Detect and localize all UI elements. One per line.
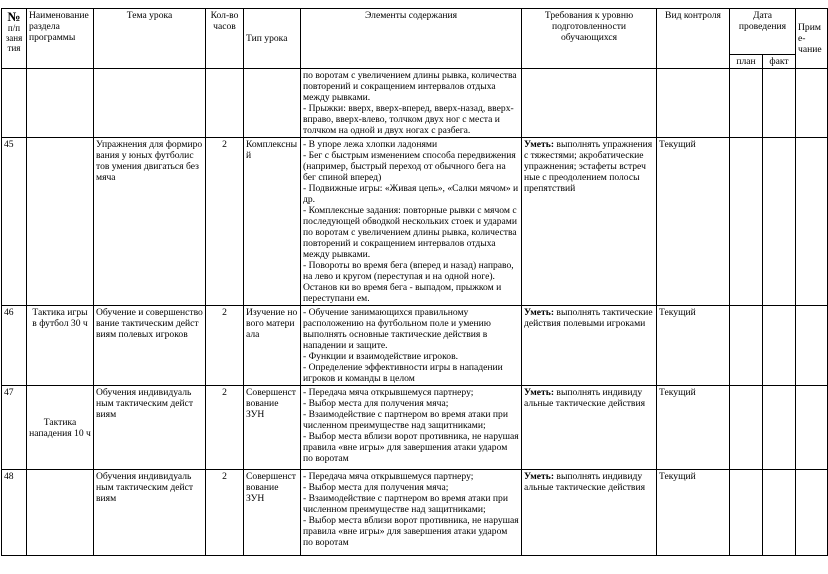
header-requirements: Требования к уровню подготовленности обучающихся <box>522 9 657 69</box>
row-hours: 2 <box>206 138 244 306</box>
row-control: Текущий <box>657 306 730 386</box>
content-line: - Выбор места вблизи ворот противника, не нарушая правила «вне игры» для завершения атаки ударом по воротам <box>303 515 519 548</box>
header-date: Дата проведения <box>730 9 796 55</box>
row-control: Текущий <box>657 138 730 306</box>
requirements-label: Уметь: <box>524 471 555 482</box>
row-topic: Обучения индивидуаль ным тактическим дейст виям <box>94 386 206 470</box>
requirements-label: Уметь: <box>524 307 555 318</box>
content-line: - Взаимодействие с партнером во время атаки при численном преимуществе над защитниками; <box>303 409 508 431</box>
header-date-fact: факт <box>763 55 796 69</box>
row-hours: 2 <box>206 470 244 556</box>
header-number <box>2 9 27 69</box>
row-plan <box>730 69 763 138</box>
row-content <box>301 69 522 138</box>
row-hours: 2 <box>206 386 244 470</box>
row-requirements <box>522 69 657 138</box>
lesson-plan-table <box>1 8 828 556</box>
requirements-label: Уметь: <box>524 387 555 398</box>
row-plan <box>730 470 763 556</box>
header-date-plan: план <box>730 55 763 69</box>
content-line: - В упоре лежа хлопки ладонями <box>303 139 438 150</box>
row-note <box>796 306 828 386</box>
row-content <box>301 470 522 556</box>
content-line: - Подвижные игры: «Живая цепь», «Салки мячом» и др. <box>303 183 519 205</box>
row-hours <box>206 69 244 138</box>
content-line: - Передача мяча открывшемуся партнеру; <box>303 387 474 398</box>
content-line: - Передача мяча открывшемуся партнеру; <box>303 471 474 482</box>
row-section: Тактика нападения 10 ч <box>27 386 94 470</box>
header-content: Элементы содержания <box>301 9 522 69</box>
header-note: Приме-чание <box>796 9 828 69</box>
row-fact <box>763 470 796 556</box>
row-requirements <box>522 138 657 306</box>
requirements-text: выполнять тактические действия полевыми игроками <box>524 307 653 329</box>
requirements-text: выполнять упражнения с тяжестями; акробатические упражнения; эстафеты встреч ные с преодолением полосы препятствий <box>524 139 653 194</box>
row-number: 48 <box>2 470 27 556</box>
content-line: - Прыжки: вверх, вверх-вперед, вверх-назад, вверх-вправо, вверх-влево, толчком двух ног с места и толчком на одной и двух ногах с разбега. <box>303 103 514 136</box>
row-topic <box>94 69 206 138</box>
row-fact <box>763 386 796 470</box>
header-hours: Кол-во часов <box>206 9 244 69</box>
row-requirements <box>522 386 657 470</box>
row-type: Совершенст вование ЗУН <box>244 470 301 556</box>
row-section <box>27 138 94 306</box>
row-fact <box>763 138 796 306</box>
requirements-text: выполнять индивиду альные тактические действия <box>524 471 646 493</box>
row-content <box>301 138 522 306</box>
row-fact <box>763 306 796 386</box>
content-line: - Бег с быстрым изменением способа передвижения (например, быстрый переход от обычного бега на бег спиной вперед) <box>303 150 516 183</box>
content-line: - Взаимодействие с партнером во время атаки при численном преимуществе над защитниками; <box>303 493 508 515</box>
content-line: - Комплексные задания: повторные рывки с мячом с последующей обводкой нескольких стоек и ударами по воротам с увеличением длины рывка, количества повторений и сокращением интервалов отдыха между рывками. <box>303 205 517 260</box>
row-control: Текущий <box>657 470 730 556</box>
row-content <box>301 306 522 386</box>
row-type <box>244 69 301 138</box>
requirements-label: Уметь: <box>524 139 555 150</box>
row-number <box>2 69 27 138</box>
content-line: по воротам с увеличением длины рывка, количества повторений и сокращением интервалов отдыха между рывками. <box>303 70 517 103</box>
row-fact <box>763 69 796 138</box>
header-number-rest: п/п занятия <box>5 23 23 53</box>
header-type: Тип урока <box>244 9 301 69</box>
row-type: Комплексный <box>244 138 301 306</box>
header-section: Наименование раздела программы <box>27 9 94 69</box>
table-row <box>2 138 828 306</box>
table-row <box>2 386 828 470</box>
content-line: - Определение эффективности игры в нападении игроков и команды в целом <box>303 362 503 384</box>
row-requirements <box>522 470 657 556</box>
row-requirements <box>522 306 657 386</box>
content-line: - Выбор места вблизи ворот противника, не нарушая правила «вне игры» для завершения атаки ударом по воротам <box>303 431 519 464</box>
row-note <box>796 386 828 470</box>
row-topic: Упражнения для формиро вания у юных футболис тов умения двигаться без мяча <box>94 138 206 306</box>
requirements-text: выполнять индивиду альные тактические действия <box>524 387 646 409</box>
header-row <box>2 9 828 55</box>
content-line: - Выбор места для получения мяча; <box>303 398 449 409</box>
content-line: - Выбор места для получения мяча; <box>303 482 449 493</box>
row-section: Тактика игры в футбол 30 ч <box>27 306 94 386</box>
content-line: - Функции и взаимодействие игроков. <box>303 351 459 362</box>
row-plan <box>730 138 763 306</box>
row-note <box>796 470 828 556</box>
table-row <box>2 69 828 138</box>
content-line: - Обучение занимающихся правильному расположению на футбольном поле и умению выполнять основные тактические действия в нападении и защите. <box>303 307 491 351</box>
row-type: Совершенст вование ЗУН <box>244 386 301 470</box>
row-note <box>796 69 828 138</box>
row-number: 46 <box>2 306 27 386</box>
row-number: 47 <box>2 386 27 470</box>
row-control <box>657 69 730 138</box>
table-row <box>2 470 828 556</box>
row-hours: 2 <box>206 306 244 386</box>
row-section <box>27 470 94 556</box>
row-topic: Обучение и совершенство вание тактическим дейст виям полевых игроков <box>94 306 206 386</box>
row-type: Изучение но вого матери ала <box>244 306 301 386</box>
table-row <box>2 306 828 386</box>
row-plan <box>730 306 763 386</box>
content-line: - Повороты во время бега (вперед и назад) направо, на лево и кругом (переступая и на одной ноге). Останов ки во время бега - выпадом, прыжком и переступани ем. <box>303 260 514 304</box>
header-control: Вид контроля <box>657 9 730 69</box>
row-plan <box>730 386 763 470</box>
row-number: 45 <box>2 138 27 306</box>
row-note <box>796 138 828 306</box>
row-topic: Обучения индивидуаль ным тактическим дейст виям <box>94 470 206 556</box>
row-content <box>301 386 522 470</box>
row-control: Текущий <box>657 386 730 470</box>
header-topic: Тема урока <box>94 9 206 69</box>
header-number-symbol: № <box>7 9 21 24</box>
row-section <box>27 69 94 138</box>
